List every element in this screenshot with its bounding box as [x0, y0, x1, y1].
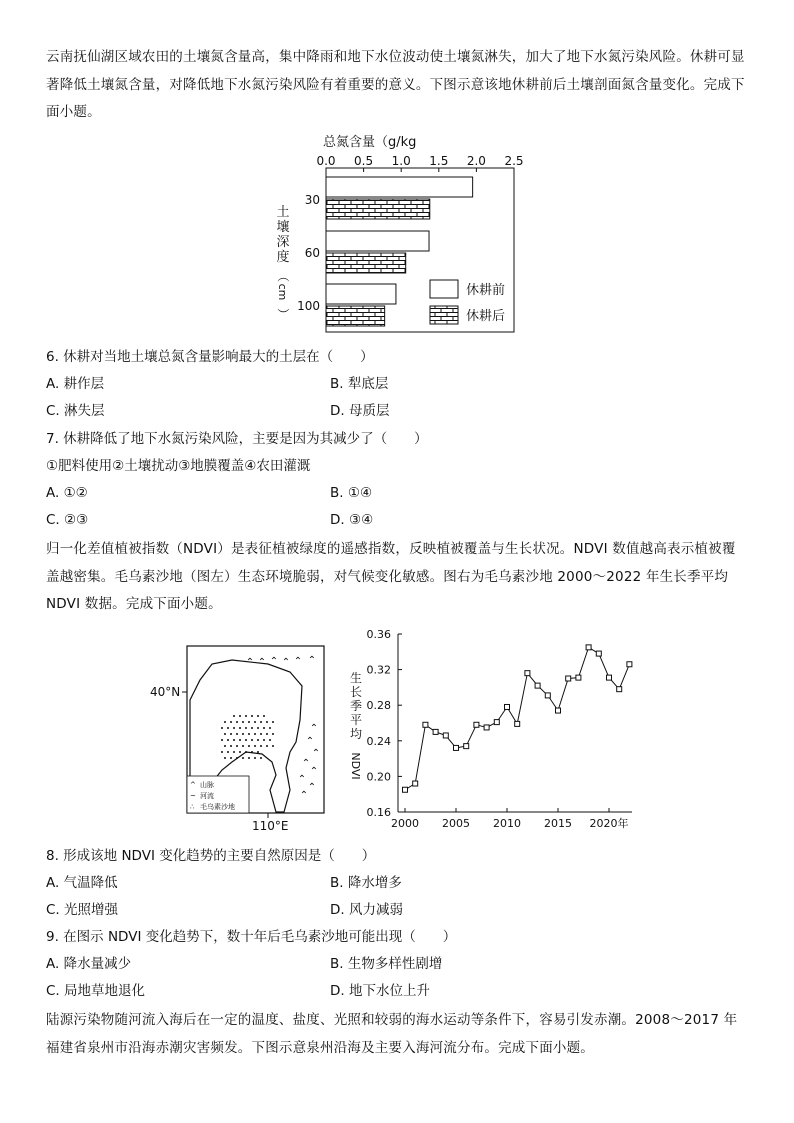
sand-dot — [248, 733, 250, 735]
chart1-x-label: 总氮含量（g/kg — [323, 135, 417, 150]
intro-paragraph-3: 陆源污染物随河流入海后在一定的温度、盐度、光照和较弱的海水运动等条件下，容易引发赤潮。2008～2017 年福建省泉州市沿海赤潮灾害频发。下图示意泉州沿海及主要入海河流分布。完成下面小题。 — [46, 1012, 738, 1056]
mountain-icon: ⌃ — [297, 774, 307, 785]
q9-option-d[interactable]: D. 地下水位上升 — [330, 983, 430, 999]
chart1-x-tick-label: 1.0 — [391, 154, 411, 168]
mountain-icon: ⌃ — [245, 657, 255, 668]
map-legend-sand-icon: ∴ — [190, 803, 195, 811]
ndvi-series — [403, 645, 632, 792]
sand-dot — [254, 757, 256, 759]
sand-dot — [239, 727, 241, 729]
sand-dot — [245, 715, 247, 717]
sand-dot — [257, 739, 259, 741]
map-lat-label: 40°N — [150, 685, 181, 699]
chart1-x-ticks — [316, 154, 523, 172]
ndvi-point-2015 — [556, 708, 561, 713]
ndvi-point-2019 — [596, 651, 601, 656]
ndvi-line — [405, 647, 629, 789]
q9-option-b[interactable]: B. 生物多样性剧增 — [330, 956, 443, 972]
sand-dot — [257, 751, 259, 753]
sand-dot — [260, 757, 262, 759]
chart1-y-label-char: 深 — [276, 235, 290, 250]
legend-before-swatch — [430, 280, 458, 298]
ndvi-point-2001 — [413, 781, 418, 786]
sand-dot — [266, 733, 268, 735]
sand-dot — [272, 721, 274, 723]
sand-dot — [260, 721, 262, 723]
sand-dot — [239, 739, 241, 741]
sand-dot — [251, 727, 253, 729]
ndvi-line-chart — [349, 628, 632, 830]
sand-dot — [233, 715, 235, 717]
ndvi-point-2000 — [403, 787, 408, 792]
sand-dot — [239, 715, 241, 717]
mountain-icon: ⌃ — [309, 723, 319, 734]
chart1-y-label-char: cm — [276, 283, 289, 301]
sand-dot — [230, 721, 232, 723]
ndvi-y-tick-label: 0.36 — [366, 628, 391, 641]
sand-dot — [242, 733, 244, 735]
q7-option-d[interactable]: D. ③④ — [330, 512, 374, 528]
q7-option-a[interactable]: A. ①② — [46, 485, 88, 501]
chart1-y-label-char: ） — [276, 307, 290, 321]
ndvi-x-tick-label: 2020年 — [589, 817, 629, 830]
sand-dot — [233, 727, 235, 729]
sand-dot — [242, 721, 244, 723]
q9-option-c[interactable]: C. 局地草地退化 — [46, 983, 146, 999]
chart1-x-tick-label: 0.0 — [316, 154, 336, 168]
sand-dot — [260, 745, 262, 747]
ndvi-y-label-char: 均 — [349, 727, 363, 741]
chart1-y-label — [276, 204, 290, 320]
mu-us-sandy-land-map — [150, 646, 324, 833]
sand-dot — [257, 715, 259, 717]
chart1-x-tick-label: 2.5 — [504, 154, 524, 168]
mountain-icon: ⌃ — [281, 657, 291, 668]
sand-dot — [224, 721, 226, 723]
ndvi-x-tick-label: 2010 — [493, 817, 521, 830]
mountain-icon: ⌃ — [257, 657, 267, 668]
legend-before-label: 休耕前 — [466, 283, 506, 298]
bar-before-30 — [326, 177, 473, 197]
ndvi-x-ticks — [391, 808, 629, 830]
sand-dot — [266, 745, 268, 747]
sand-dot — [266, 721, 268, 723]
ndvi-point-2010 — [505, 704, 510, 709]
sand-dot — [254, 733, 256, 735]
q8-option-c[interactable]: C. 光照增强 — [46, 902, 119, 918]
bar-before-60 — [326, 231, 429, 251]
sand-dot — [248, 745, 250, 747]
chart1-x-tick-label: 2.0 — [466, 154, 486, 168]
sand-dot — [254, 745, 256, 747]
sand-dot — [251, 751, 253, 753]
sand-dot — [227, 727, 229, 729]
sand-dot — [230, 757, 232, 759]
ndvi-point-2005 — [454, 745, 459, 750]
map-legend-sand: 毛乌素沙地 — [200, 803, 235, 811]
bar-after-30 — [326, 199, 430, 219]
sand-dot — [233, 739, 235, 741]
sand-dot — [272, 745, 274, 747]
q7-option-b[interactable]: B. ①④ — [330, 485, 373, 501]
sand-dot — [224, 733, 226, 735]
mountain-icon: ⌃ — [269, 656, 279, 667]
sand-dot — [227, 751, 229, 753]
ndvi-point-2016 — [566, 676, 571, 681]
ndvi-point-2020 — [607, 675, 612, 680]
sand-dot — [224, 757, 226, 759]
ndvi-point-2013 — [535, 683, 540, 688]
sand-dot — [248, 721, 250, 723]
chart1-y-label-char: （ — [276, 269, 290, 283]
sand-dot — [236, 757, 238, 759]
legend-after-swatch — [430, 306, 458, 324]
question-6-stem: 6. 休耕对当地土壤总氮含量影响最大的土层在（ ） — [46, 349, 374, 365]
q8-option-a[interactable]: A. 气温降低 — [46, 875, 118, 891]
ndvi-point-2002 — [423, 722, 428, 727]
sand-dot — [221, 739, 223, 741]
sand-dot — [269, 739, 271, 741]
ndvi-y-tick-label: 0.20 — [366, 770, 391, 784]
ndvi-y-tick-label: 0.24 — [366, 734, 391, 748]
q8-option-d[interactable]: D. 风力减弱 — [330, 902, 403, 918]
ndvi-x-tick-label: 2005 — [442, 817, 470, 830]
ndvi-y-label-char: 季 — [349, 699, 363, 713]
sand-dot — [272, 733, 274, 735]
ndvi-y-tick-label: 0.16 — [366, 806, 391, 819]
q6-option-d[interactable]: D. 母质层 — [330, 403, 390, 419]
question-7-items: ①肥料使用②土壤扰动③地膜覆盖④农田灌溉 — [46, 458, 311, 474]
chart1-y-label-char: 度 — [276, 250, 290, 265]
chart1-y-label-char: 壤 — [276, 220, 290, 235]
sand-dot — [233, 751, 235, 753]
mountain-icon: ⌃ — [307, 782, 317, 793]
sand-dot — [248, 757, 250, 759]
ndvi-point-2011 — [515, 721, 520, 726]
sand-dot — [260, 733, 262, 735]
q8-option-b[interactable]: B. 降水增多 — [330, 875, 402, 891]
question-8-stem: 8. 形成该地 NDVI 变化趋势的主要自然原因是（ ） — [46, 848, 376, 864]
chart1-y-tick-label: 60 — [304, 246, 320, 260]
sand-dot — [245, 727, 247, 729]
chart1-y-ticks — [297, 193, 320, 313]
bar-after-100 — [326, 306, 385, 326]
ndvi-point-2017 — [576, 675, 581, 680]
sand-dot — [221, 727, 223, 729]
sand-dot — [227, 739, 229, 741]
map-legend-mountain: 山脉 — [200, 781, 214, 789]
sand-dot — [221, 751, 223, 753]
sand-dot — [236, 745, 238, 747]
mountain-icon: ⌃ — [299, 790, 309, 801]
ndvi-point-2021 — [617, 687, 622, 692]
sand-dot — [269, 727, 271, 729]
map-legend-river: 河流 — [200, 792, 214, 800]
q6-option-a[interactable]: A. 耕作层 — [46, 376, 105, 392]
sand-dot — [263, 715, 265, 717]
ndvi-point-2006 — [464, 744, 469, 749]
sand-dot — [224, 745, 226, 747]
sand-dot — [251, 739, 253, 741]
mountain-icon: ⌃ — [301, 758, 311, 769]
map-lon-label: 110°E — [252, 819, 289, 833]
map-legend-mountain-icon: ^ — [190, 781, 196, 789]
sand-dot — [245, 739, 247, 741]
legend-after-label: 休耕后 — [466, 309, 506, 324]
chart1-y-tick-label: 30 — [304, 193, 320, 207]
nitrogen-bar-chart — [0, 0, 794, 340]
mountain-icon: ⌃ — [305, 736, 315, 747]
sand-dot — [245, 751, 247, 753]
sand-dot — [257, 727, 259, 729]
sand-dot — [230, 733, 232, 735]
q6-option-b[interactable]: B. 犁底层 — [330, 376, 389, 392]
ndvi-point-2008 — [484, 725, 489, 730]
q7-option-c[interactable]: C. ②③ — [46, 512, 89, 528]
q6-option-c[interactable]: C. 淋失层 — [46, 403, 105, 419]
intro-paragraph-1: 云南抚仙湖区域农田的土壤氮含量高，集中降雨和地下水位波动使土壤氮淋失，加大了地下水氮污染风险。休耕可显著降低土壤氮含量，对降低地下水氮污染风险有着重要的意义。下图示意该地休耕前后土壤剖面氮含量变化。完成下面小题。 — [46, 49, 745, 120]
ndvi-point-2018 — [586, 645, 591, 650]
q9-option-a[interactable]: A. 降水量减少 — [46, 956, 132, 972]
figure-map-and-ndvi — [0, 620, 794, 840]
map-legend-river-icon: ~ — [190, 792, 196, 800]
sand-dot — [230, 745, 232, 747]
ndvi-x-tick-label: 2015 — [544, 817, 572, 830]
ndvi-y-label-char: NDVI — [349, 752, 362, 780]
bar-after-60 — [326, 253, 406, 273]
mountain-icon: ⌃ — [311, 748, 321, 759]
ndvi-point-2003 — [433, 729, 438, 734]
ndvi-x-tick-label: 2000 — [391, 817, 419, 830]
chart1-y-tick-label: 100 — [297, 299, 320, 313]
question-7-stem: 7. 休耕降低了地下水氮污染风险，主要是因为其减少了（ ） — [46, 431, 428, 447]
sand-dot — [263, 727, 265, 729]
sand-dot — [254, 721, 256, 723]
sand-dot — [236, 721, 238, 723]
mountain-icon: ⌃ — [293, 656, 303, 667]
ndvi-y-label-char: 平 — [349, 713, 363, 727]
chart1-x-tick-label: 1.5 — [429, 154, 449, 168]
sand-dot — [236, 733, 238, 735]
ndvi-y-tick-label: 0.28 — [366, 699, 391, 713]
sand-dot — [242, 745, 244, 747]
bar-before-100 — [326, 284, 396, 304]
question-9-stem: 9. 在图示 NDVI 变化趋势下，数十年后毛乌素沙地可能出现（ ） — [46, 929, 457, 945]
ndvi-point-2014 — [545, 693, 550, 698]
sand-dot — [242, 757, 244, 759]
ndvi-y-tick-label: 0.32 — [366, 663, 391, 677]
chart1-y-label-char: 土 — [276, 205, 290, 220]
ndvi-point-2007 — [474, 722, 479, 727]
ndvi-point-2009 — [494, 720, 499, 725]
chart1-x-tick-label: 0.5 — [354, 154, 374, 168]
sand-dot — [239, 751, 241, 753]
ndvi-point-2004 — [443, 733, 448, 738]
ndvi-point-2012 — [525, 671, 530, 676]
ndvi-y-ticks — [367, 628, 403, 819]
mountain-icon: ⌃ — [307, 655, 317, 666]
ndvi-y-label-char: 长 — [349, 685, 363, 699]
ndvi-point-2022 — [627, 662, 632, 667]
ndvi-y-label — [349, 670, 362, 780]
sand-dot — [251, 715, 253, 717]
sand-dot — [263, 739, 265, 741]
chart1-bars — [326, 177, 473, 326]
ndvi-y-label-char: 生 — [349, 671, 363, 685]
mountain-icon: ⌃ — [309, 766, 319, 777]
intro-paragraph-2: 归一化差值植被指数（NDVI）是表征植被绿度的遥感指数，反映植被覆盖与生长状况。NDVI 数值越高表示植被覆盖越密集。毛乌素沙地（图左）生态环境脆弱，对气候变化敏感。图右为毛乌素沙地 2000～2022 年生长季平均 NDVI 数据。完成下面小题。 — [46, 541, 736, 612]
